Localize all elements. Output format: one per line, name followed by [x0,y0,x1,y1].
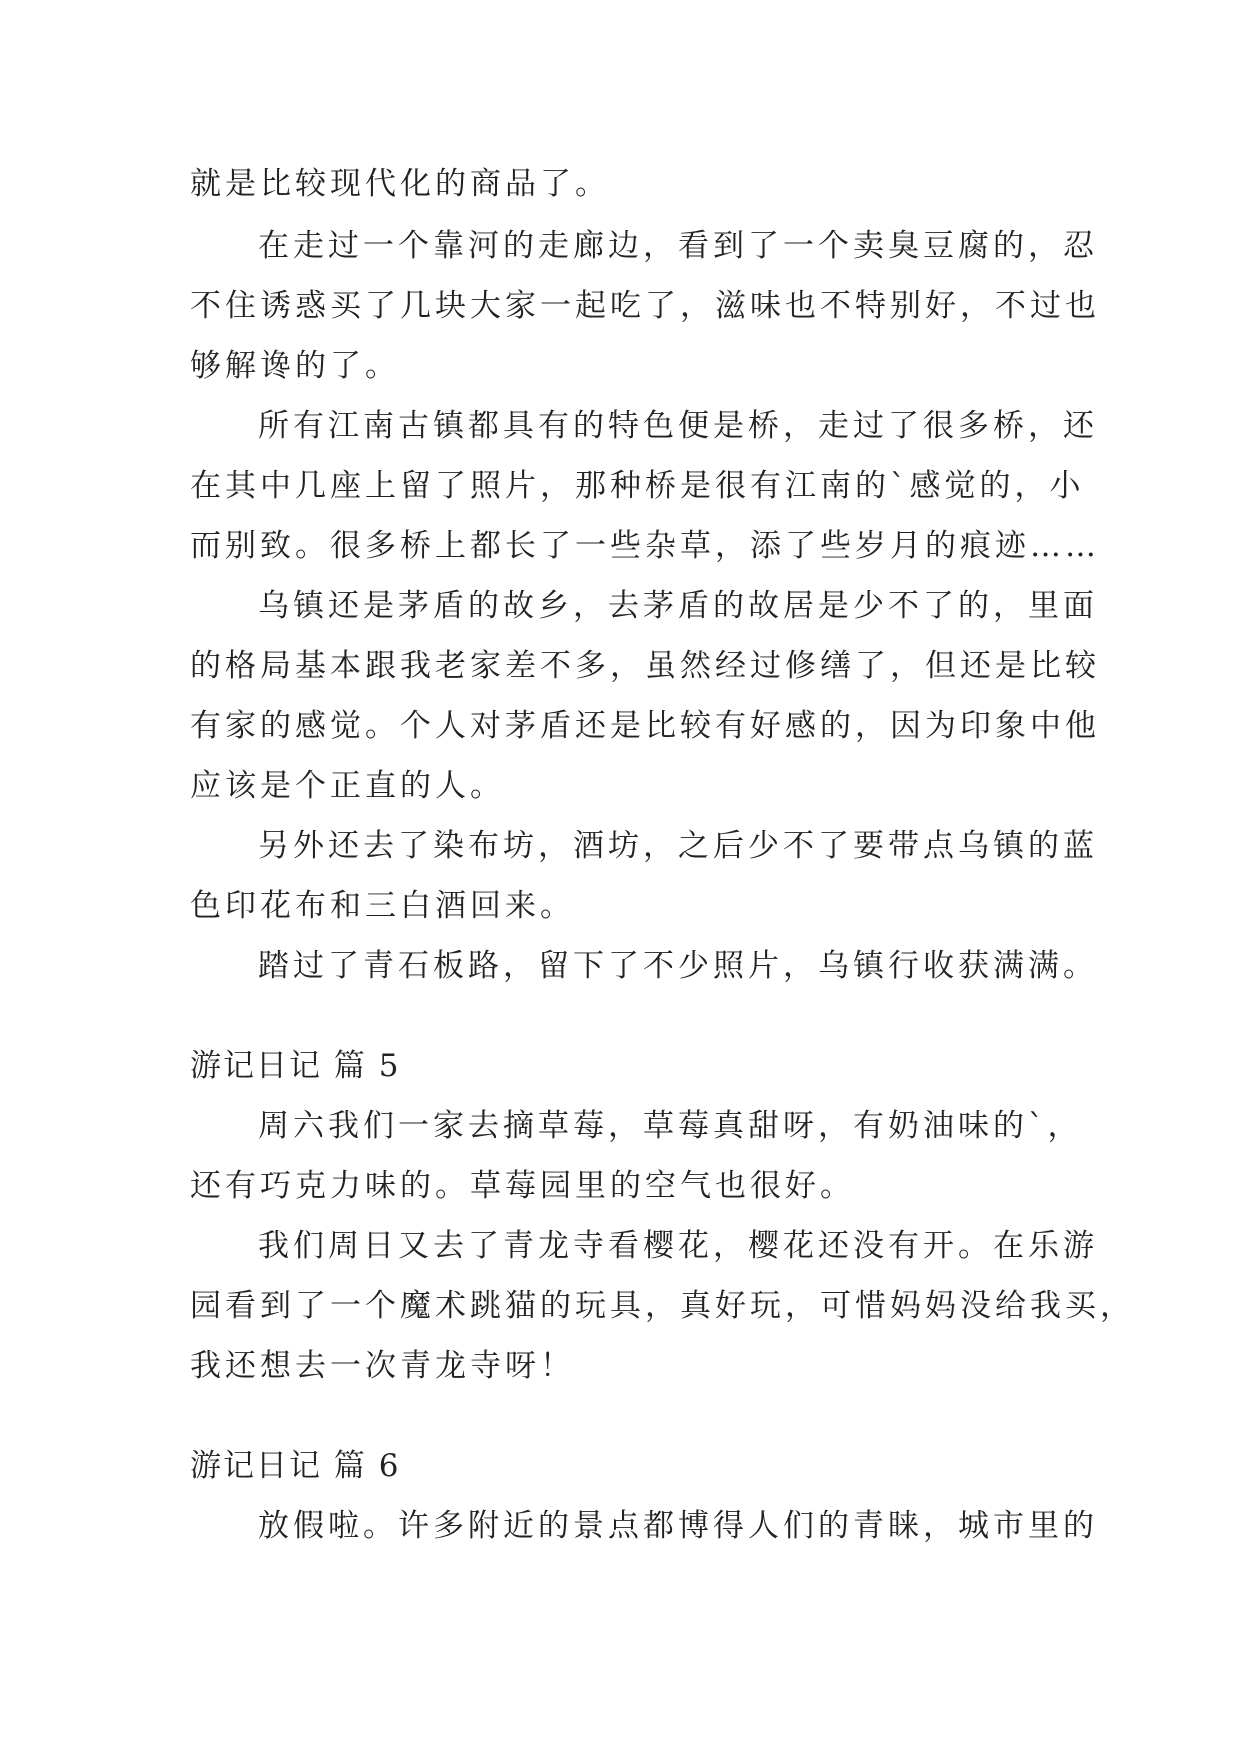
body-line: 所有江南古镇都具有的特色便是桥，走过了很多桥，还 [258,408,1098,444]
body-line: 的格局基本跟我老家差不多，虽然经过修缮了，但还是比较 [190,648,1100,684]
body-line: 踏过了青石板路，留下了不少照片，乌镇行收获满满。 [258,948,1098,984]
section-heading: 游记日记 篇 5 [190,1048,401,1084]
body-line: 不住诱惑买了几块大家一起吃了，滋味也不特别好，不过也 [190,288,1100,324]
body-line: 在其中几座上留了照片，那种桥是很有江南的`感觉的，小 [190,468,1085,504]
body-line: 色印花布和三白酒回来。 [190,888,575,924]
section-heading: 游记日记 篇 6 [190,1448,401,1484]
body-line: 另外还去了染布坊，酒坊，之后少不了要带点乌镇的蓝 [258,828,1098,864]
body-line: 我还想去一次青龙寺呀！ [190,1348,575,1384]
body-line: 而别致。很多桥上都长了一些杂草，添了些岁月的痕迹…… [190,528,1100,564]
body-line: 周六我们一家去摘草莓，草莓真甜呀，有奶油味的`， [258,1108,1083,1144]
body-line: 我们周日又去了青龙寺看樱花，樱花还没有开。在乐游 [258,1228,1098,1264]
body-line: 够解谗的了。 [190,348,400,384]
body-line: 乌镇还是茅盾的故乡，去茅盾的故居是少不了的，里面 [258,588,1098,624]
body-line: 在走过一个靠河的走廊边，看到了一个卖臭豆腐的，忍 [258,228,1098,264]
body-line: 还有巧克力味的。草莓园里的空气也很好。 [190,1168,855,1204]
body-line: 就是比较现代化的商品了。 [190,166,610,202]
body-line: 应该是个正直的人。 [190,768,505,804]
body-line: 园看到了一个魔术跳猫的玩具，真好玩，可惜妈妈没给我买， [190,1288,1135,1324]
body-line: 放假啦。许多附近的景点都博得人们的青睐，城市里的 [258,1508,1098,1544]
body-line: 有家的感觉。个人对茅盾还是比较有好感的，因为印象中他 [190,708,1100,744]
